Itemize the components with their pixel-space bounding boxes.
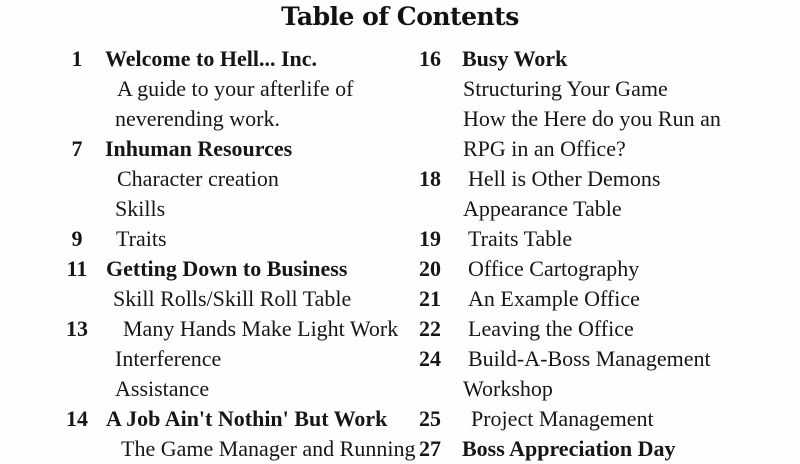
toc-entry <box>413 194 800 224</box>
toc-page-number: 13 <box>66 316 88 341</box>
toc-page-number: 11 <box>66 256 88 281</box>
toc-entry <box>60 74 400 104</box>
toc-entry <box>413 44 800 74</box>
toc-entry <box>413 254 800 284</box>
toc-entry <box>413 284 800 314</box>
toc-entry <box>413 74 800 104</box>
toc-entry-title: The Game Manager and Running <box>121 436 416 461</box>
toc-entry <box>413 224 800 254</box>
toc-entry-title: Many Hands Make Light Work <box>123 316 399 341</box>
toc-entry-title: How the Here do you Run an <box>463 106 721 131</box>
toc-columns <box>0 44 800 464</box>
toc-entry-title: A Job Ain't Nothin' But Work <box>106 406 388 431</box>
toc-entry <box>413 314 800 344</box>
toc-column-left <box>0 44 416 464</box>
toc-entry <box>413 374 800 404</box>
toc-entry <box>413 404 800 434</box>
toc-page-number: 7 <box>71 136 83 161</box>
toc-entry-title: Skill Rolls/Skill Roll Table <box>113 286 352 311</box>
toc-page-number: 18 <box>419 166 441 191</box>
toc-entry-title: Leaving the Office <box>468 316 634 341</box>
toc-entry <box>60 134 400 164</box>
toc-entry <box>60 434 416 464</box>
toc-entry-title: Workshop <box>463 376 553 401</box>
toc-entry-title: A guide to your afterlife of <box>117 76 354 101</box>
toc-entry-title: Hell is Other Demons <box>468 166 661 191</box>
toc-entry <box>413 134 800 164</box>
toc-page-number: 19 <box>419 226 441 251</box>
toc-entry-title: RPG in an Office? <box>463 136 626 161</box>
toc-entry <box>60 284 400 314</box>
toc-entry <box>60 254 400 284</box>
toc-entry <box>60 344 400 374</box>
toc-entry-title: Traits Table <box>468 226 573 251</box>
toc-page-number: 21 <box>419 286 441 311</box>
toc-entry-title: Assistance <box>115 376 210 401</box>
toc-page-number: 27 <box>419 436 441 461</box>
toc-page-number: 16 <box>419 46 441 71</box>
toc-page-number: 24 <box>419 346 441 371</box>
toc-entry <box>60 314 400 344</box>
toc-page-number: 25 <box>419 406 441 431</box>
toc-entry <box>413 434 800 464</box>
toc-page-number: 9 <box>71 226 83 251</box>
toc-entry-title: Skills <box>115 196 166 221</box>
toc-entry-title: Getting Down to Business <box>106 256 348 281</box>
toc-page-number: 1 <box>71 46 83 71</box>
toc-column-right <box>400 44 800 464</box>
toc-page-number: 14 <box>66 406 88 431</box>
toc-entry <box>413 344 800 374</box>
toc-page-number: 22 <box>419 316 441 341</box>
toc-entry <box>413 104 800 134</box>
toc-entry <box>60 44 400 74</box>
toc-entry <box>60 404 400 434</box>
toc-entry <box>60 374 400 404</box>
page-title: Table of Contents <box>281 2 519 31</box>
toc-entry-title: Welcome to Hell... Inc. <box>105 46 318 71</box>
toc-entry <box>60 164 400 194</box>
toc-entry-title: Office Cartography <box>468 256 640 281</box>
toc-entry <box>60 194 400 224</box>
toc-entry <box>60 104 400 134</box>
toc-entry-title: Interference <box>115 346 222 371</box>
toc-entry <box>60 224 400 254</box>
toc-entry <box>413 164 800 194</box>
toc-entry-title: Build-A-Boss Management <box>468 346 711 371</box>
toc-page-number: 20 <box>419 256 441 281</box>
toc-entry-title: Character creation <box>117 166 279 191</box>
toc-entry-title: Structuring Your Game <box>463 76 668 101</box>
toc-entry-title: neverending work. <box>115 106 280 131</box>
toc-entry-title: Traits <box>116 226 167 251</box>
toc-entry-title: Busy Work <box>462 46 568 71</box>
toc-entry-title: An Example Office <box>468 286 640 311</box>
toc-entry-title: Boss Appreciation Day <box>462 436 676 461</box>
toc-entry-title: Appearance Table <box>463 196 622 221</box>
toc-entry-title: Inhuman Resources <box>105 136 293 161</box>
toc-entry-title: Project Management <box>471 406 654 431</box>
